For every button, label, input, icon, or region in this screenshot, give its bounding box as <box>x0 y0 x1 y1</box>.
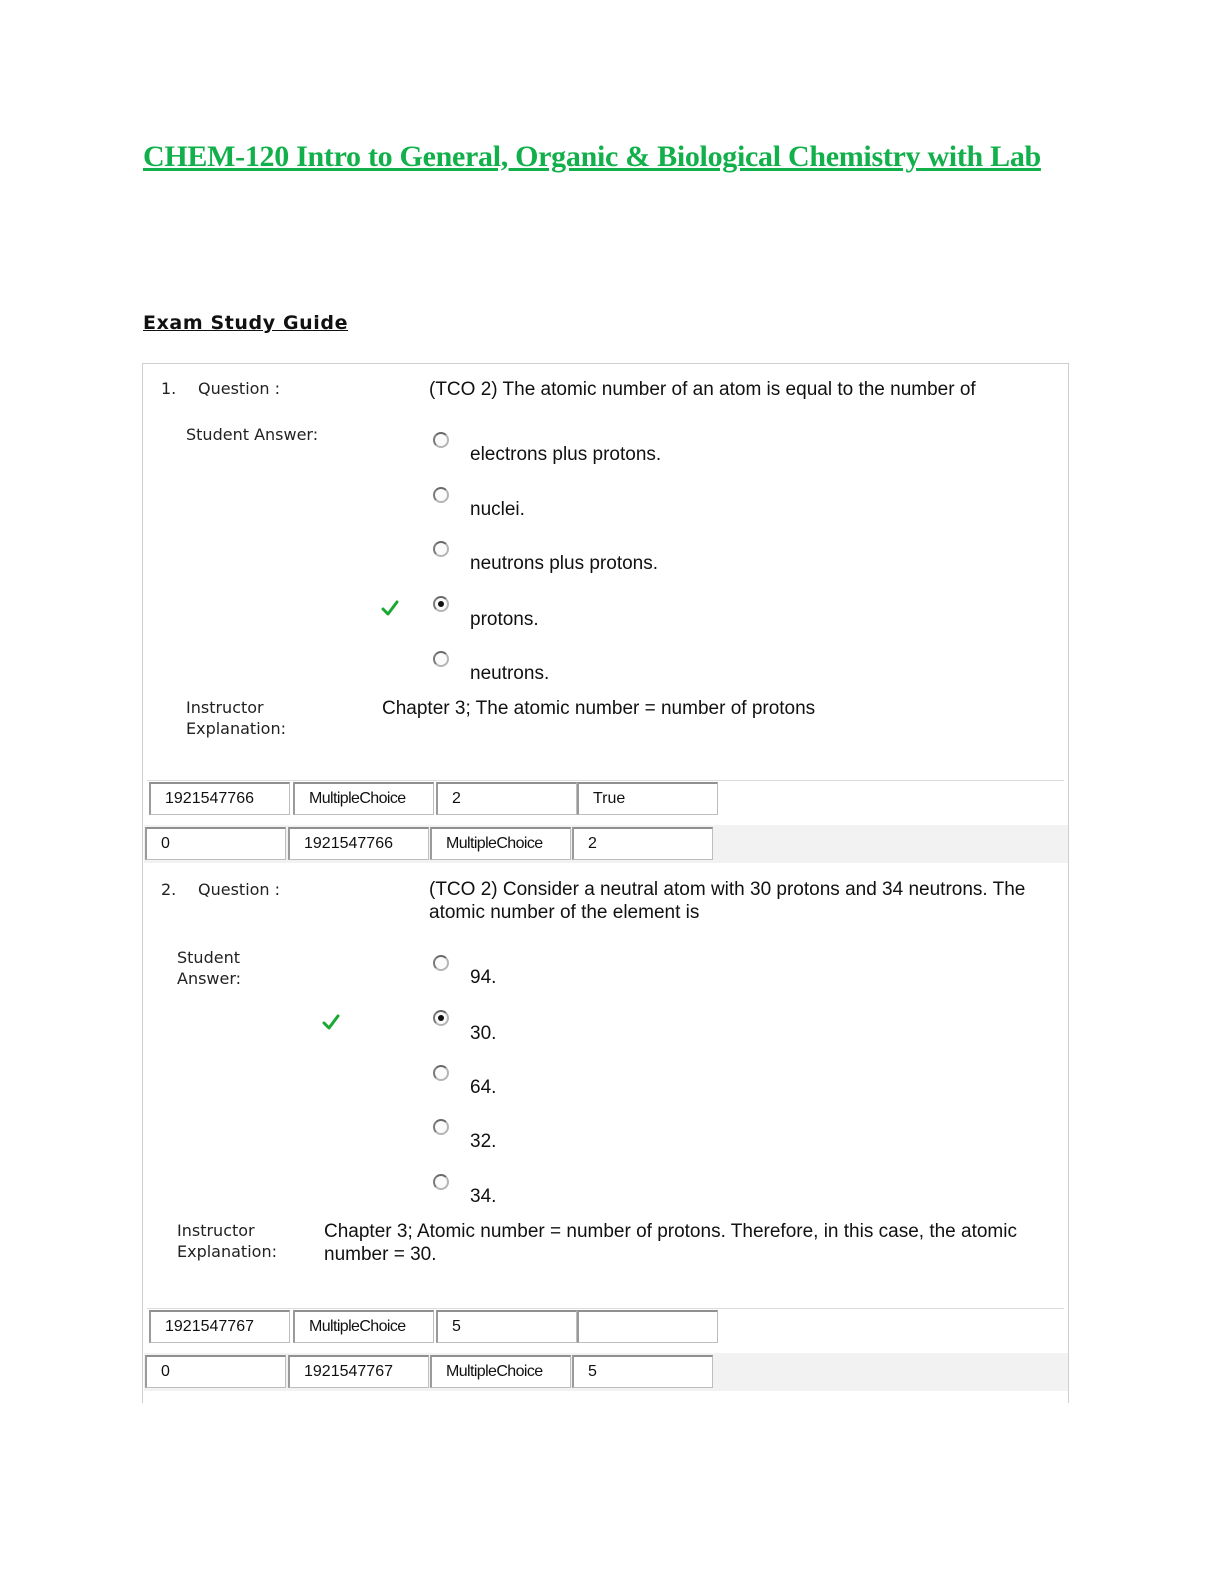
q1-option-5-radio-icon[interactable] <box>433 651 449 667</box>
q1-meta-cell-2: MultipleChoice <box>293 782 434 815</box>
q2-explanation-text: Chapter 3; Atomic number = number of protons. Therefore, in this case, the atomic number = 30. <box>324 1221 1017 1265</box>
document-subtitle: Exam Study Guide <box>143 312 349 334</box>
q2-option-5-text: 34. <box>470 1186 497 1207</box>
q1-option-3-radio-icon[interactable] <box>433 541 449 557</box>
q2-option-2-radio-icon[interactable] <box>433 1010 449 1026</box>
q2-option-2-selected-dot <box>438 1015 444 1021</box>
q2-explanation-label <box>177 1220 277 1262</box>
q1-question-label: Question : <box>198 379 281 398</box>
q2-answer-label <box>177 947 241 989</box>
q1-answer-label: Student Answer: <box>186 425 319 444</box>
q2-meta2-cell-2: 1921547767 <box>288 1355 429 1388</box>
q1-meta2-cell-4: 2 <box>572 827 713 860</box>
q2-number: 2. <box>161 880 177 899</box>
q1-meta2-cell-3: MultipleChoice <box>430 827 571 860</box>
q1-option-2-radio-icon[interactable] <box>433 487 449 503</box>
q2-meta2-cell-1: 0 <box>145 1355 286 1388</box>
document-title: CHEM-120 Intro to General, Organic & Biological Chemistry with Lab <box>143 140 1041 173</box>
q2-question-text: (TCO 2) Consider a neutral atom with 30 protons and 34 neutrons. The atomic number of the element is <box>429 879 1026 923</box>
q2-question-label: Question : <box>198 880 281 899</box>
q1-explanation-label-line2: Explanation: <box>186 719 286 738</box>
q1-explanation-label-line1: Instructor <box>186 698 264 717</box>
q1-option-3-text: neutrons plus protons. <box>470 553 659 574</box>
q2-answer-label-line1: Student <box>177 948 240 967</box>
q2-answer-label-line2: Answer: <box>177 969 242 988</box>
q2-explanation-label-line1: Instructor <box>177 1221 255 1240</box>
q2-correct-check-icon <box>322 1014 340 1030</box>
q1-question-text: (TCO 2) The atomic number of an atom is equal to the number of <box>429 379 976 400</box>
q2-meta-cell-4 <box>577 1310 718 1343</box>
q1-option-4-radio-icon[interactable] <box>433 596 449 612</box>
q2-option-5-radio-icon[interactable] <box>433 1174 449 1190</box>
q1-explanation-label <box>186 697 286 739</box>
q2-meta2-cell-4: 5 <box>572 1355 713 1388</box>
exam-container <box>142 363 1069 1403</box>
q1-meta-cell-1: 1921547766 <box>149 782 290 815</box>
q2-option-4-text: 32. <box>470 1131 497 1152</box>
q1-correct-check-icon <box>381 600 399 616</box>
q2-option-3-text: 64. <box>470 1077 497 1098</box>
q1-meta-cell-4: True <box>577 782 718 815</box>
q2-option-4-radio-icon[interactable] <box>433 1119 449 1135</box>
q2-option-2-text: 30. <box>470 1023 497 1044</box>
q2-meta-cell-3: 5 <box>436 1310 577 1343</box>
q2-meta-cell-1: 1921547767 <box>149 1310 290 1343</box>
q1-meta2-cell-2: 1921547766 <box>288 827 429 860</box>
q1-option-2-text: nuclei. <box>470 499 525 520</box>
q2-option-3-radio-icon[interactable] <box>433 1065 449 1081</box>
q1-meta-cell-3: 2 <box>436 782 577 815</box>
q2-separator <box>147 1308 1064 1309</box>
q1-option-4-text: protons. <box>470 609 539 630</box>
q1-option-1-radio-icon[interactable] <box>433 432 449 448</box>
q2-option-1-radio-icon[interactable] <box>433 955 449 971</box>
q2-option-1-text: 94. <box>470 967 497 988</box>
q1-separator <box>147 780 1064 781</box>
q1-option-5-text: neutrons. <box>470 663 550 684</box>
q1-meta2-cell-1: 0 <box>145 827 286 860</box>
q1-option-1-text: electrons plus protons. <box>470 444 662 465</box>
q1-explanation-text: Chapter 3; The atomic number = number of protons <box>382 698 816 719</box>
q2-explanation-label-line2: Explanation: <box>177 1242 277 1261</box>
q2-meta2-cell-3: MultipleChoice <box>430 1355 571 1388</box>
q1-option-4-selected-dot <box>438 601 444 607</box>
q2-meta-cell-2: MultipleChoice <box>293 1310 434 1343</box>
q1-number: 1. <box>161 379 177 398</box>
